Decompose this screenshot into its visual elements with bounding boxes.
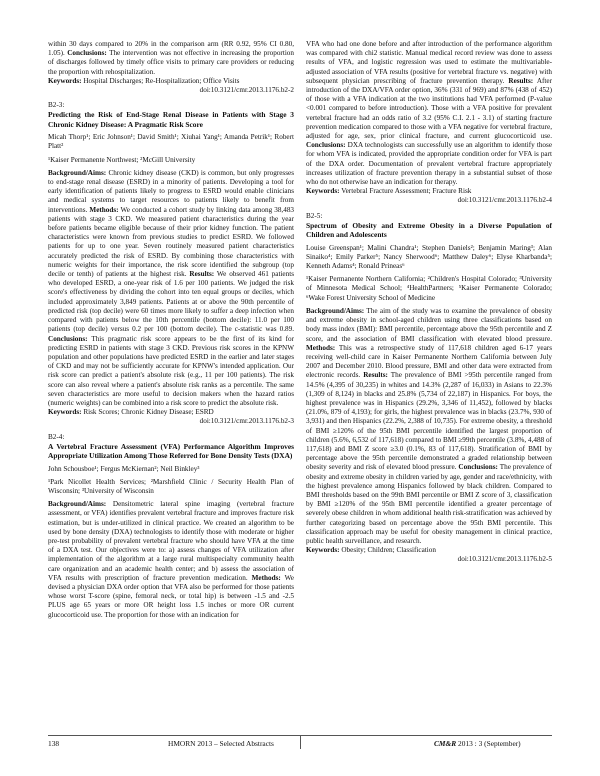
affiliations: ¹Park Nicollet Health Services; ²Marshfield Clinic / Security Health Plan of Wisconsin; ³University of Wisconsin <box>48 477 294 495</box>
keywords: Keywords: Vertebral Fracture Assessment; Fracture Risk <box>306 187 472 196</box>
abstract-body: Background/Aims: Densitometric lateral spine imaging (vertebral fracture assessment, or VFA) identifies prevalent vertebral fracture and improves fracture risk estimation, but is under-utilized in clinical practice. We created an algorithm to be used by bone density (DXA) technologists to identify those with moderate or higher pre-test probability of prevalent vertebral fracture who should have VFA at the time of a DXA test. Our objectives were to: a) assess changes of VFA utilization after implementation of the algorithm at a large rural multispecialty community health care organization and an academic health center; and b) assess the association of VFA results with prescription of fracture prevention medication. Methods: We devised a physician DXA order option that VFA also be performed for those patients whose worst T-score (spine, femoral neck, or total hip) is between -1.5 and -2.5 PLUS age 65 years or more OR height loss 1.5 inches or more OR current glucocorticoid use. The proportion for those with an indication for <box>48 500 294 619</box>
keywords: Keywords: Hospital Discharges; Re-Hospitalization; Office Visits <box>48 76 240 85</box>
paragraph: within 30 days compared to 20% in the comparison arm (RR 0.92, 95% CI 0.80, 1.05). Conclusions: The intervention was not effective in increasing the proportion of discharges followed by timely office visits to primary care providers or reducing the proportion with rehospitalization. <box>48 40 294 76</box>
abstract-code: B2-5: <box>306 211 323 220</box>
affiliations: ¹Kaiser Permanente Northwest; ²McGill University <box>48 155 196 164</box>
footer-divider <box>300 735 301 749</box>
journal-title-left: HMORN 2013 – Selected Abstracts <box>168 739 274 748</box>
authors: John Schousboe¹; Fergus McKiernan²; Neil Binkley³ <box>48 464 200 473</box>
abstract-code: B2-4: <box>48 432 65 441</box>
doi: doi:10.3121/cmr.2013.1176.b2-4 <box>457 196 552 205</box>
affiliations: ¹Kaiser Permanente Northern California; ²Children's Hospital Colorado; ³University of Minnesota Medical School; ⁴HealthPartners; ⁵Kaiser Permanente Colorado; ⁶Wake Forest University School of Medicine <box>306 275 552 302</box>
keywords: Keywords: Obesity; Children; Classification <box>306 546 436 555</box>
doi: doi:10.3121/cmr.2013.1176.b2-5 <box>457 555 552 564</box>
keywords: Keywords: Risk Scores; Chronic Kidney Disease; ESRD <box>48 408 214 417</box>
abstract-body: Background/Aims: The aim of the study was to examine the prevalence of obesity and extreme obesity in school-aged children using three classifications based on body mass index (BMI): BMI percentile, percentage above the 95th percentile and Z score, and the association of BMI classification with elevated blood pressure. Methods: This was a retrospective study of 117,618 children aged 6-17 years receiving well-child care in Kaiser Permanente Northern California between July 2007 and December 2010. Blood pressure, BMI and other data were extracted from electronic records. Results: The prevalence of BMI >95th percentile ranged from 14.5% (4,395 of 30,235) in whites and 14.3% (2,287 of 16,033) in Asians to 22.3% (1,309 of 8,124) in blacks and 25.8% (5,734 of 22,187) in Hispanics. For boys, the highest prevalence was in Hispanics (29.2%, 3,346 of 11,452), followed by blacks (21.0%, 879 of 4,193); for girls, the highest prevalence was in blacks (23.7%, 930 of 3,931) and then Hispanics (22.2%, 2,388 of 10,735). For extreme obesity, a threshold of BMI ≥120% of the 95th BMI percentile identified the largest proportion of children (5.6%, 6,532 of 117,618) compared to BMI ≥99th percentile (3.8%, 4,488 of 117,618) and BMI Z score ≥3.0 (0.1%, 83 of 117,618). Stratification of BMI by percentage above the 95th percentile demonstrated a graded relationship between obesity severity and risk of elevated blood pressure. Conclusions: The prevalence of obesity and extreme obesity in children varied by age, gender and race/ethnicity, with the highest prevalence among Hispanics followed by black children. Compared to BMI thresholds based on the 99th BMI percentile or BMI Z score of 3, classification by BMI ≥120% of the 95th BMI percentile identified a greater percentage of severely obese children in whom additional health risk-stratification was achieved by further categorizing based on percentage above the 95th BMI percentile. This classification approach may be useful for obesity management in clinical practice, public health surveillance, and research. <box>306 306 553 545</box>
abstract-code: B2-3: <box>48 101 65 110</box>
abstract-title: A Vertebral Fracture Assessment (VFA) Performance Algorithm Improves Appropriate Utilization Among Those Referred for Bone Density Tests (DXA) <box>48 441 294 461</box>
abstract-body: VFA who had one done before and after introduction of the performance algorithm was compared with chi2 statistic. Manual medical record review was done to assess results of VFA, and logistic regression was used to estimate the multivariable-adjusted association of VFA results (positive for vertebral fracture vs. negative) with subsequent physician prescribing of fracture prevention therapy. Results: After introduction of the DXA/VFA order option, 36% (331 of 969) and 87% (438 of 452) of those with a VFA indication at the two institutions had VFA performed (P-value <0.001 compared to before introduction). Those with a VFA positive for prevalent vertebral fracture had an odds ratio of 3.2 (95% C.I. 2.1 - 3.1) of starting fracture prevention medication compared to those with a VFA negative for vertebral fracture, adjusted for age, sex, prior clinical fracture, and current glucocorticoid use. Conclusions: DXA technologists can successfully use an algorithm to identify those for whom VFA is indicated, provided the appropriate condition order for VFA is part of the DXA order. Documentation of prevalent vertebral fracture appropriately increases utilization of fracture prevention therapy in a substantial subset of those who do not otherwise have an indication for therapy. <box>306 40 553 187</box>
right-column <box>306 40 552 565</box>
abstract-body: Background/Aims: Chronic kidney disease (CKD) is common, but only progresses to end-stage renal disease (ESRD) in a minority of patients. Developing a tool for early identification of patients likely to progress to ESRD would enable clinicians and medical systems to target resources to patients likely to benefit from interventions. Methods: We conducted a cohort study by linking data among 38,483 patients with stage 3 CKD. We measured patient characteristics during the year before patients became eligible because of their prior kidney function. The patient characteristics were known from previous studies to predict ESRD. We followed patients for up to one year. Seven routinely measured patient characteristics accurately predicted the risk of ESRD. By combining those characteristics with numeric weights for their importance, the risk score identified the subgroup (top decile or tenth) of patients at the highest risk. Results: We observed 461 patients who developed ESRD, a one-year risk of 1.6 per 100 patients. We judged the risk score's effectiveness by dividing the cohort into ten equal groups or deciles, which included approximately 3,849 patients. Patients at or above the 90th percentile of predicted risk (top decile) were 60 times more likely to suffer a deep infection when compared with patients below the 10th percentile (bottom decile): 11.0 per 100 patients (top decile) versus 0.2 per 100 (bottom decile). The c-statistic was 0.89. Conclusions: This pragmatic risk score appears to be the first of its kind for predicting ESRD in patients with stage 3 CKD. Previous risk scores in the KPNW population and other populations have predicted ESRD in the earlier and later stages of CKD and may not be sufficiently accurate for KPNW's intended application. Our risk score can predict a patient's absolute risk (e.g., 11 per 100 patients). The risk score can also reveal where a patient's absolute risk ranks as a percentile. The same seven characteristics are more useful to decision makers when the hazard ratios (numeric weights) can be combined into a risk score to predict the absolute risk. <box>48 168 295 407</box>
doi: doi:10.3121/cmr.2013.1176.b2-3 <box>199 417 294 426</box>
abstract-title: Predicting the Risk of End-Stage Renal Disease in Patients with Stage 3 Chronic Kidney Disease: A Pragmatic Risk Score <box>48 110 294 129</box>
journal-title-right: CM&R 2013 : 3 (September) <box>434 739 521 748</box>
page-number: 138 <box>48 739 60 748</box>
abstract-title: Spectrum of Obesity and Extreme Obesity in a Diverse Population of Children and Adolescents <box>306 220 552 240</box>
left-column <box>48 40 294 620</box>
authors: Louise Greenspan¹; Malini Chandra¹; Stephen Daniels²; Benjamin Maring³; Alan Sinaiko⁴; Emily Parker⁵; Nancy Sherwood⁶; Matthew Daley⁶; Elyse Kharbanda⁵; Kenneth Adams⁴; Ronald Prineas⁶ <box>306 243 552 271</box>
authors: Micah Thorp¹; Eric Johnson¹; David Smith¹; Xiuhai Yang¹; Amanda Petrik¹; Robert Platt² <box>48 133 294 151</box>
doi: doi:10.3121/cmr.2013.1176.b2-2 <box>199 86 294 95</box>
